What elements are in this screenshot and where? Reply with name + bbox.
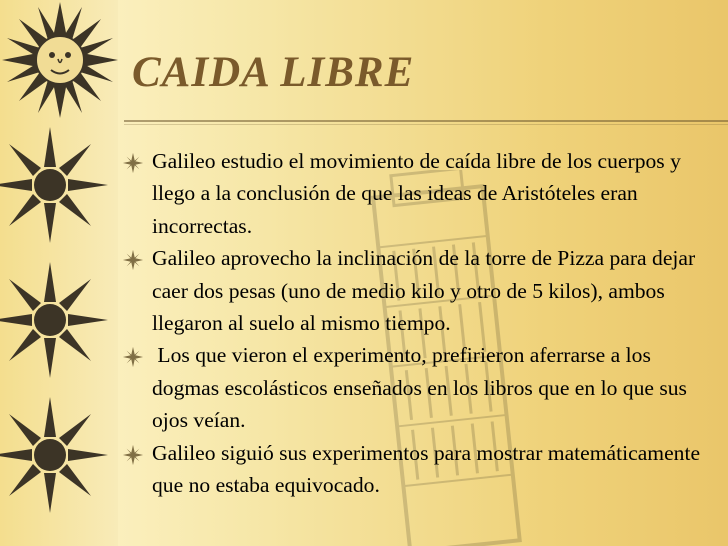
bullet-text: Galileo aprovecho la inclinación de la torre de Pizza para dejar caer dos pesas (uno de medio kilo y otro de 5 kilos), ambos llegaron al suelo al mismo tiempo.: [152, 246, 696, 336]
star-bullet-icon: [122, 152, 144, 174]
bullet-text: Galileo siguió sus experimentos para mostrar matemáticamente que no estaba equivocado.: [152, 440, 701, 498]
sun-icon: [0, 260, 110, 380]
star-bullet-icon: [122, 346, 144, 368]
title-divider-secondary: [124, 124, 728, 125]
sun-icon: [0, 125, 110, 245]
bullet-text: Galileo estudio el movimiento de caída libre de los cuerpos y llego a la conclusión de que las ideas de Aristóteles eran incorrectas.: [152, 149, 681, 238]
star-bullet-icon: [122, 249, 144, 271]
sun-face-icon: [0, 0, 120, 120]
sun-icon: [0, 395, 110, 515]
title-divider: [124, 120, 728, 122]
bullet-item: [120, 242, 716, 339]
bullet-text: Los que vieron el experimento, prefirieron aferrarse a los dogmas escolásticos enseñados en los libros que en lo que sus ojos veían.: [152, 343, 693, 433]
star-bullet-icon: [122, 444, 144, 466]
bullet-item: [120, 339, 716, 436]
bullet-item: [120, 437, 716, 502]
bullet-list: [120, 145, 716, 501]
bullet-item: [120, 145, 716, 242]
slide-title: CAIDA LIBRE: [132, 49, 415, 96]
